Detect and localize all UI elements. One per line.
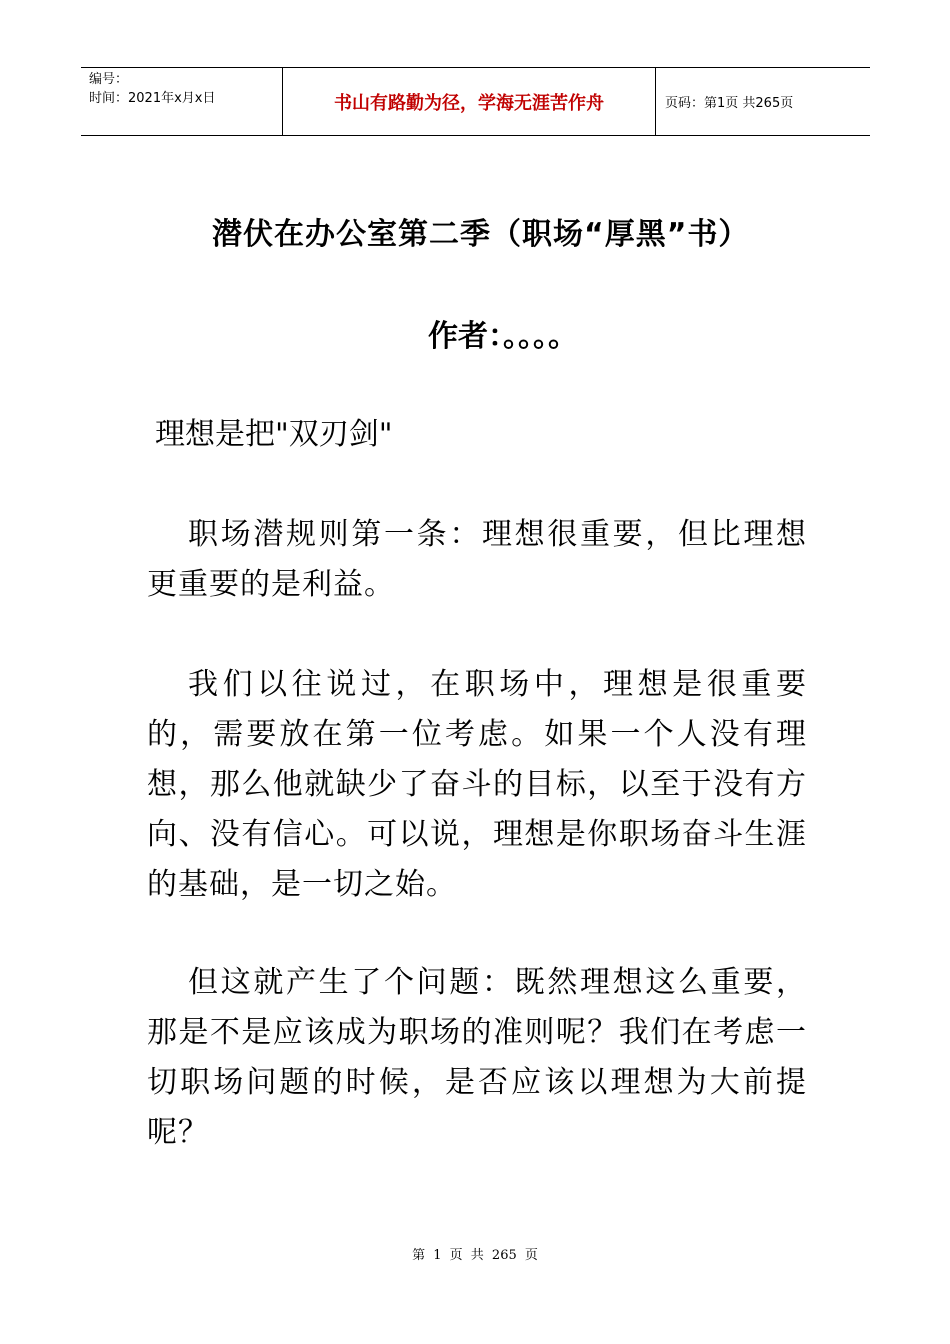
document-title: 潜伏在办公室第二季（职场“厚黑”书） — [212, 217, 750, 252]
document-date-label: 时间：2021年x月x日 — [89, 91, 216, 106]
paragraph-2: 我们以往说过，在职场中，理想是很重要的，需要放在第一位考虑。如果一个人没有理想，那么他就缺少了奋斗的目标，以至于没有方向、没有信心。可以说，理想是你职场奋斗生涯的基础，是一切之始。 — [147, 667, 807, 902]
header-motto-cell — [283, 68, 656, 135]
document-number-label: 编号： — [89, 72, 129, 87]
header-info-cell — [81, 68, 283, 135]
page-footer: 第 1 页 共 265 页 — [412, 1248, 538, 1263]
paragraph-3: 但这就产生了个问题：既然理想这么重要，那是不是应该成为职场的准则呢？我们在考虑一切职场问题的时候，是否应该以理想为大前提呢？ — [147, 965, 807, 1150]
header-page-info: 页码：第1页 共265页 — [665, 96, 794, 111]
header-page-cell — [656, 68, 870, 135]
header-motto: 书山有路勤为径，学海无涯苦作舟 — [334, 93, 604, 114]
header-table — [81, 67, 870, 136]
section-heading: 理想是把"双刃剑" — [155, 417, 393, 452]
document-author: 作者：。。。。 — [428, 319, 578, 354]
paragraph-1: 职场潜规则第一条：理想很重要，但比理想更重要的是利益。 — [147, 517, 807, 602]
